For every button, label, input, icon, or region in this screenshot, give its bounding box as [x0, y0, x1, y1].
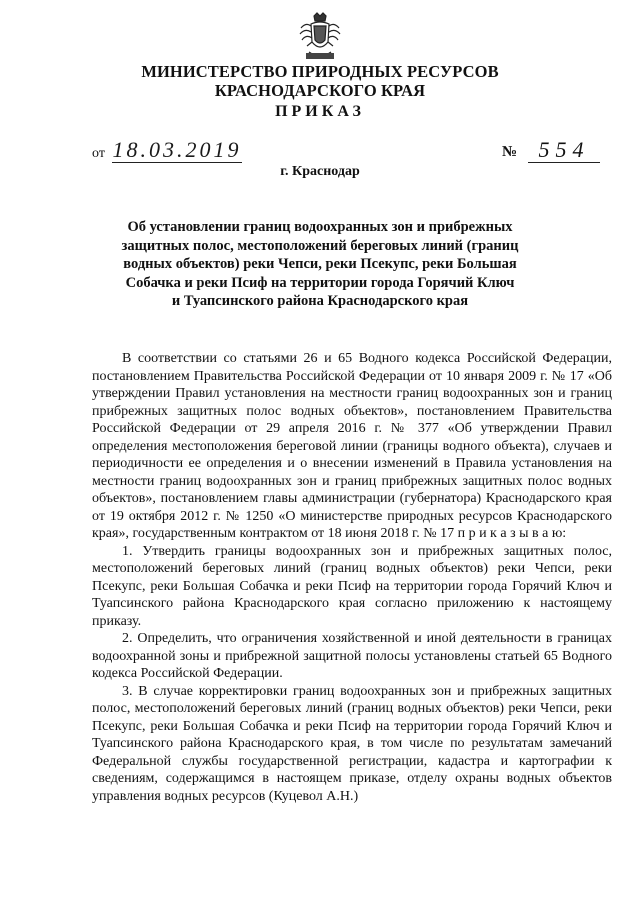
- ministry-name-line1: МИНИСТЕРСТВО ПРИРОДНЫХ РЕСУРСОВ: [141, 62, 499, 81]
- preamble-paragraph: В соответствии со статьями 26 и 65 Водного кодекса Российской Федерации, постановлением Правительства Российской Федерации от 10 января 2009 г. № 17 «Об утверждении Правил установления на местности границ водоохранных зон и границ прибрежных защитных полос водных объектов», постановлением Правительства Российской Федерации от 29 апреля 2016 г. № 377 «Об утверждении Правил определения местоположения береговой линии (границы водного объекта), случаев и периодичности ее определения и о внесении изменений в Правила установления на местности границ водоохранных зон и границ прибрежных защитных полос водных объектов», постановлением главы администрации (губернатора) Краснодарского края от 19 октября 2012 г. № 1250 «О министерстве природных ресурсов Краснодарского края», государственным контрактом от 18 июня 2018 г. № 17 п р и к а з ы в а ю:: [92, 351, 612, 541]
- ministry-name-line2: КРАСНОДАРСКОГО КРАЯ: [214, 81, 426, 100]
- item-paragraph-1: 1. Утвердить границы водоохранных зон и прибрежных защитных полос, местоположений береговых линий (границ водных объектов) реки Чепси, реки Псекупс, реки Большая Собачка и реки Псиф на территории города Горячий Ключ и Туапсинского района Краснодарского края согласно приложению к настоящему приказу.: [92, 543, 612, 629]
- coat-of-arms-icon: [297, 12, 343, 62]
- document-number: 554: [528, 138, 600, 163]
- item-paragraph-2: 2. Определить, что ограничения хозяйственной и иной деятельности в границах водоохранной зоны и прибрежной защитной полосы установлены статьей 65 Водного кодекса Российской Федерации.: [92, 631, 612, 681]
- city: г. Краснодар: [280, 164, 360, 179]
- date-prefix: от: [92, 146, 105, 161]
- document-body: [92, 350, 612, 805]
- document-date: 18.03.2019: [112, 137, 242, 162]
- number-prefix: №: [502, 144, 518, 160]
- document-subject: Об установлении границ водоохранных зон и прибрежных защитных полос, местоположений береговых линий (границ водных объектов) реки Чепси, реки Псекупс, реки Большая Собачка и реки Псиф на территории города Горячий Ключ и Туапсинского района Краснодарского края: [121, 219, 519, 309]
- ministry-name: [0, 62, 640, 100]
- document-type: ПРИКАЗ: [275, 103, 365, 120]
- item-paragraph-3: 3. В случае корректировки границ водоохранных зон и прибрежных защитных полос, местоположений береговых линий (границ водных объектов) реки Чепси, реки Псекупс, реки Большая Собачка и реки Псиф на территории города Горячий Ключ и Туапсинского района Краснодарского края, в том числе по результатам замечаний Федеральной службы государственной регистрации, кадастра и картографии к сведениям, содержащимся в настоящем приказе, отделу охраны водных объектов управления водных ресурсов (Куцевол А.Н.): [92, 683, 612, 804]
